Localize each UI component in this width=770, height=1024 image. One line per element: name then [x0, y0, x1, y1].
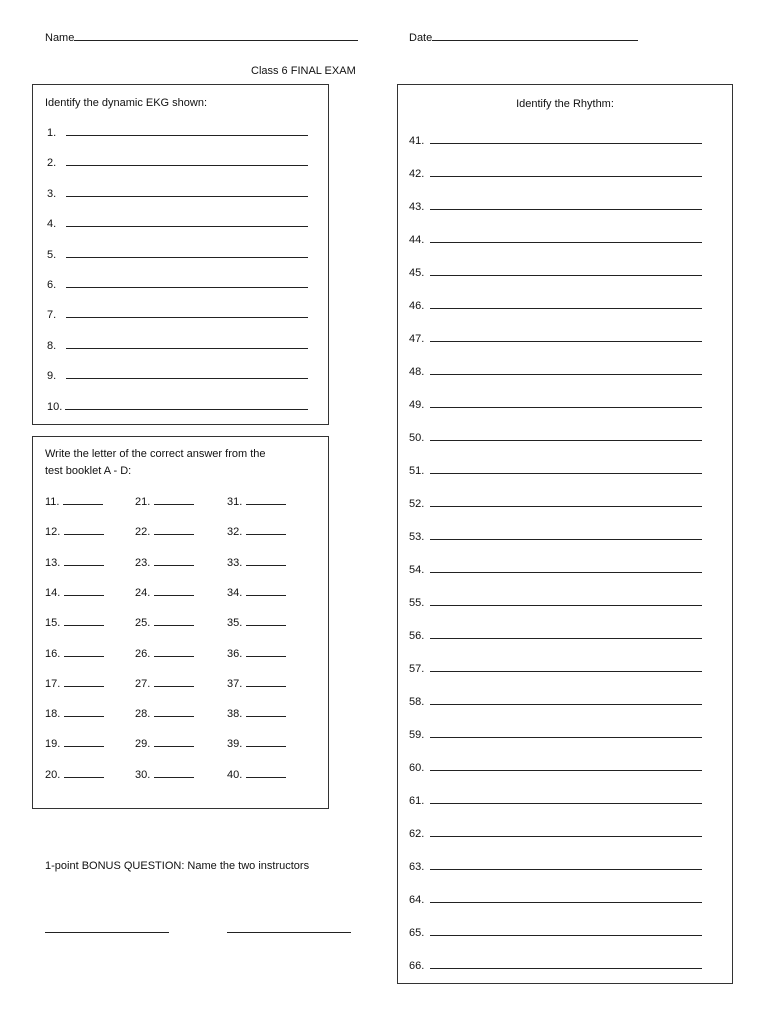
rhythm-item-number: 51. [409, 465, 425, 477]
rhythm-item-number: 56. [409, 630, 425, 642]
letter-item-number: 26. [135, 647, 151, 660]
rhythm-item-number: 57. [409, 663, 425, 675]
letter-answer-line[interactable] [64, 534, 104, 535]
exam-title: Class 6 FINAL EXAM [251, 65, 356, 77]
letter-item-number: 31. [227, 496, 243, 508]
rhythm-answer-line[interactable] [430, 428, 702, 441]
rhythm-answer-row [409, 461, 702, 477]
rhythm-answer-line[interactable] [430, 758, 702, 771]
ekg-item-number: 3. [47, 187, 57, 200]
rhythm-item-number: 60. [409, 762, 425, 774]
rhythm-answer-row [409, 956, 702, 972]
ekg-item-number: 7. [47, 309, 57, 322]
letter-answer-line[interactable] [154, 504, 194, 505]
letter-item-number: 34. [227, 586, 243, 599]
letter-item-number: 30. [135, 768, 151, 781]
ekg-section-title: Identify the dynamic EKG shown: [45, 97, 208, 109]
rhythm-item-number: 46. [409, 300, 425, 312]
letter-answer-item [45, 769, 104, 781]
letter-answer-item [45, 648, 104, 660]
ekg-item-number: 8. [47, 339, 57, 352]
letter-item-number: 19. [45, 738, 61, 751]
rhythm-answer-line[interactable] [430, 824, 702, 837]
rhythm-item-number: 45. [409, 267, 425, 279]
rhythm-answer-row [409, 692, 702, 708]
letter-answer-item [227, 678, 286, 690]
rhythm-item-number: 63. [409, 861, 425, 873]
letter-item-number: 38. [227, 708, 243, 721]
letter-answer-line[interactable] [64, 656, 104, 657]
letter-answer-line[interactable] [154, 716, 194, 717]
rhythm-section [397, 84, 733, 984]
rhythm-answer-line[interactable] [430, 956, 702, 969]
rhythm-item-number: 44. [409, 234, 425, 246]
letter-answer-item [45, 496, 103, 508]
letter-answer-line[interactable] [154, 656, 194, 657]
letter-answer-line[interactable] [246, 746, 286, 747]
letter-answer-line[interactable] [64, 565, 104, 566]
letter-item-number: 35. [227, 617, 243, 630]
letter-item-number: 24. [135, 586, 151, 599]
rhythm-answer-line[interactable] [430, 659, 702, 672]
letter-answer-item [45, 526, 104, 538]
letter-answer-line[interactable] [154, 625, 194, 626]
rhythm-item-number: 49. [409, 399, 425, 411]
rhythm-answer-line[interactable] [430, 494, 702, 507]
rhythm-section-title: Identify the Rhythm: [516, 98, 614, 110]
letter-answer-line[interactable] [246, 565, 286, 566]
letter-answer-item [135, 648, 194, 660]
rhythm-item-number: 59. [409, 729, 425, 741]
rhythm-answer-line[interactable] [430, 626, 702, 639]
rhythm-item-number: 65. [409, 927, 425, 939]
rhythm-answer-line[interactable] [430, 362, 702, 375]
rhythm-answer-row [409, 428, 702, 444]
letter-answer-item [135, 557, 194, 569]
rhythm-answer-line[interactable] [430, 692, 702, 705]
rhythm-answer-row [409, 890, 702, 906]
letter-answer-item [135, 526, 194, 538]
letter-answer-item [227, 587, 286, 599]
letter-answer-line[interactable] [64, 686, 104, 687]
letter-answer-item [45, 708, 104, 720]
letter-item-number: 21. [135, 496, 151, 508]
letter-answer-line[interactable] [246, 625, 286, 626]
letter-item-number: 39. [227, 738, 243, 751]
letter-item-number: 11. [45, 496, 60, 508]
ekg-item-number: 4. [47, 218, 57, 231]
letter-answer-line[interactable] [246, 686, 286, 687]
rhythm-answer-row [409, 230, 702, 246]
letter-answer-line[interactable] [64, 595, 104, 596]
ekg-answer-row [47, 157, 308, 171]
rhythm-answer-row [409, 857, 702, 873]
rhythm-answer-row [409, 395, 702, 411]
ekg-answer-row [47, 309, 308, 323]
rhythm-answer-row [409, 494, 702, 510]
letter-answer-item [135, 617, 194, 629]
ekg-answer-line[interactable] [65, 409, 308, 410]
rhythm-item-number: 43. [409, 201, 425, 213]
letter-answer-item [227, 617, 286, 629]
rhythm-item-number: 64. [409, 894, 425, 906]
letter-answer-item [227, 526, 286, 538]
letter-answer-line[interactable] [64, 777, 104, 778]
letter-answer-item [45, 678, 104, 690]
ekg-item-number: 1. [47, 127, 57, 139]
rhythm-answer-row [409, 362, 702, 378]
ekg-answer-row [47, 188, 308, 202]
rhythm-answer-row [409, 131, 702, 147]
letter-item-number: 22. [135, 526, 151, 539]
letter-answer-section [32, 436, 329, 809]
letter-item-number: 36. [227, 647, 243, 660]
letter-answer-line[interactable] [154, 595, 194, 596]
rhythm-answer-line[interactable] [430, 296, 702, 309]
letter-answer-item [227, 738, 286, 750]
letter-answer-line[interactable] [246, 595, 286, 596]
bonus-question: 1-point BONUS QUESTION: Name the two instructors [45, 860, 310, 872]
letter-answer-item [135, 496, 194, 508]
rhythm-answer-row [409, 659, 702, 675]
letter-answer-item [45, 587, 104, 599]
letter-section-title-line2: test booklet A - D: [45, 465, 132, 477]
letter-item-number: 16. [45, 647, 61, 660]
letter-answer-item [135, 708, 194, 720]
letter-answer-line[interactable] [64, 716, 104, 717]
letter-answer-line[interactable] [246, 656, 286, 657]
letter-item-number: 14. [45, 586, 61, 599]
letter-section-title-line1: Write the letter of the correct answer from the [45, 448, 266, 460]
rhythm-answer-line[interactable] [430, 131, 702, 144]
letter-item-number: 25. [135, 617, 151, 630]
rhythm-answer-line[interactable] [430, 890, 702, 903]
rhythm-answer-line[interactable] [430, 725, 702, 738]
rhythm-item-number: 53. [409, 531, 425, 543]
ekg-answer-line[interactable] [66, 165, 308, 166]
letter-answer-item [45, 738, 104, 750]
ekg-answer-line[interactable] [66, 378, 308, 379]
rhythm-item-number: 47. [409, 333, 425, 345]
rhythm-answer-row [409, 824, 702, 840]
ekg-answer-row [47, 340, 308, 354]
letter-answer-line[interactable] [154, 746, 194, 747]
rhythm-answer-row [409, 626, 702, 642]
rhythm-answer-line[interactable] [430, 461, 702, 474]
date-input-line[interactable] [432, 40, 638, 41]
ekg-answer-row [47, 279, 308, 293]
rhythm-answer-line[interactable] [430, 527, 702, 540]
rhythm-answer-line[interactable] [430, 857, 702, 870]
letter-answer-line[interactable] [64, 625, 104, 626]
rhythm-answer-line[interactable] [430, 263, 702, 276]
letter-answer-line[interactable] [246, 534, 286, 535]
rhythm-answer-row [409, 296, 702, 312]
rhythm-item-number: 48. [409, 366, 425, 378]
letter-item-number: 17. [45, 677, 61, 690]
rhythm-answer-row [409, 263, 702, 279]
rhythm-answer-line[interactable] [430, 923, 702, 936]
letter-answer-item [227, 769, 286, 781]
letter-answer-item [135, 769, 194, 781]
rhythm-answer-line[interactable] [430, 164, 702, 177]
ekg-answer-line[interactable] [66, 287, 308, 288]
rhythm-answer-row [409, 791, 702, 807]
rhythm-answer-line[interactable] [430, 593, 702, 606]
letter-item-number: 40. [227, 768, 243, 781]
letter-answer-item [227, 708, 286, 720]
letter-answer-line[interactable] [154, 777, 194, 778]
ekg-answer-row [47, 370, 308, 384]
ekg-answer-row [47, 249, 308, 263]
letter-answer-line[interactable] [63, 504, 103, 505]
letter-item-number: 12. [45, 526, 61, 539]
rhythm-answer-line[interactable] [430, 197, 702, 210]
letter-answer-item [227, 557, 286, 569]
name-label: Name [45, 32, 75, 44]
letter-item-number: 13. [45, 556, 61, 569]
ekg-answer-line[interactable] [66, 257, 308, 258]
letter-answer-line[interactable] [154, 565, 194, 566]
bonus-answer-line-2[interactable] [227, 919, 351, 933]
letter-item-number: 20. [45, 768, 61, 781]
letter-item-number: 23. [135, 556, 151, 569]
ekg-answer-line[interactable] [66, 226, 308, 227]
letter-answer-item [135, 738, 194, 750]
letter-item-number: 28. [135, 708, 151, 721]
rhythm-item-number: 54. [409, 564, 425, 576]
date-field [409, 32, 638, 44]
rhythm-item-number: 41. [409, 135, 425, 147]
letter-answer-item [45, 617, 104, 629]
rhythm-answer-line[interactable] [430, 791, 702, 804]
ekg-answer-line[interactable] [66, 196, 308, 197]
letter-item-number: 27. [135, 677, 151, 690]
ekg-answer-line[interactable] [66, 317, 308, 318]
rhythm-answer-row [409, 164, 702, 180]
letter-answer-line[interactable] [64, 746, 104, 747]
rhythm-answer-row [409, 923, 702, 939]
letter-answer-item [135, 678, 194, 690]
letter-answer-line[interactable] [154, 534, 194, 535]
letter-answer-item [227, 496, 286, 508]
rhythm-answer-row [409, 593, 702, 609]
ekg-answer-row [47, 401, 308, 415]
rhythm-answer-row [409, 758, 702, 774]
letter-answer-line[interactable] [154, 686, 194, 687]
rhythm-answer-line[interactable] [430, 230, 702, 243]
rhythm-answer-line[interactable] [430, 329, 702, 342]
rhythm-item-number: 55. [409, 597, 425, 609]
rhythm-answer-row [409, 725, 702, 741]
letter-item-number: 29. [135, 738, 151, 751]
letter-item-number: 33. [227, 556, 243, 569]
ekg-item-number: 5. [47, 248, 57, 261]
rhythm-item-number: 52. [409, 498, 425, 510]
letter-answer-line[interactable] [246, 777, 286, 778]
name-field [45, 32, 358, 44]
letter-answer-item [227, 648, 286, 660]
bonus-answer-line-1[interactable] [45, 919, 169, 933]
letter-answer-line[interactable] [246, 504, 286, 505]
ekg-section [32, 84, 329, 425]
letter-answer-line[interactable] [246, 716, 286, 717]
date-label: Date [409, 32, 433, 44]
ekg-item-number: 6. [47, 279, 57, 291]
rhythm-answer-line[interactable] [430, 560, 702, 573]
letter-item-number: 15. [45, 617, 61, 630]
ekg-answer-row [47, 218, 308, 232]
name-input-line[interactable] [74, 40, 358, 41]
ekg-item-number: 9. [47, 370, 57, 383]
rhythm-answer-row [409, 527, 702, 543]
rhythm-answer-row [409, 560, 702, 576]
letter-item-number: 37. [227, 677, 243, 690]
letter-answer-item [45, 557, 104, 569]
ekg-answer-line[interactable] [66, 135, 308, 136]
rhythm-answer-line[interactable] [430, 395, 702, 408]
ekg-item-number: 2. [47, 157, 57, 170]
rhythm-item-number: 66. [409, 960, 425, 972]
rhythm-answer-row [409, 329, 702, 345]
rhythm-item-number: 50. [409, 432, 425, 444]
rhythm-item-number: 42. [409, 168, 425, 180]
ekg-item-number: 10. [47, 400, 63, 413]
rhythm-item-number: 61. [409, 795, 425, 807]
rhythm-item-number: 62. [409, 828, 425, 840]
letter-answer-item [135, 587, 194, 599]
rhythm-item-number: 58. [409, 696, 425, 708]
letter-item-number: 32. [227, 526, 243, 539]
letter-item-number: 18. [45, 708, 61, 721]
ekg-answer-line[interactable] [66, 348, 308, 349]
rhythm-answer-row [409, 197, 702, 213]
ekg-answer-row [47, 127, 308, 141]
